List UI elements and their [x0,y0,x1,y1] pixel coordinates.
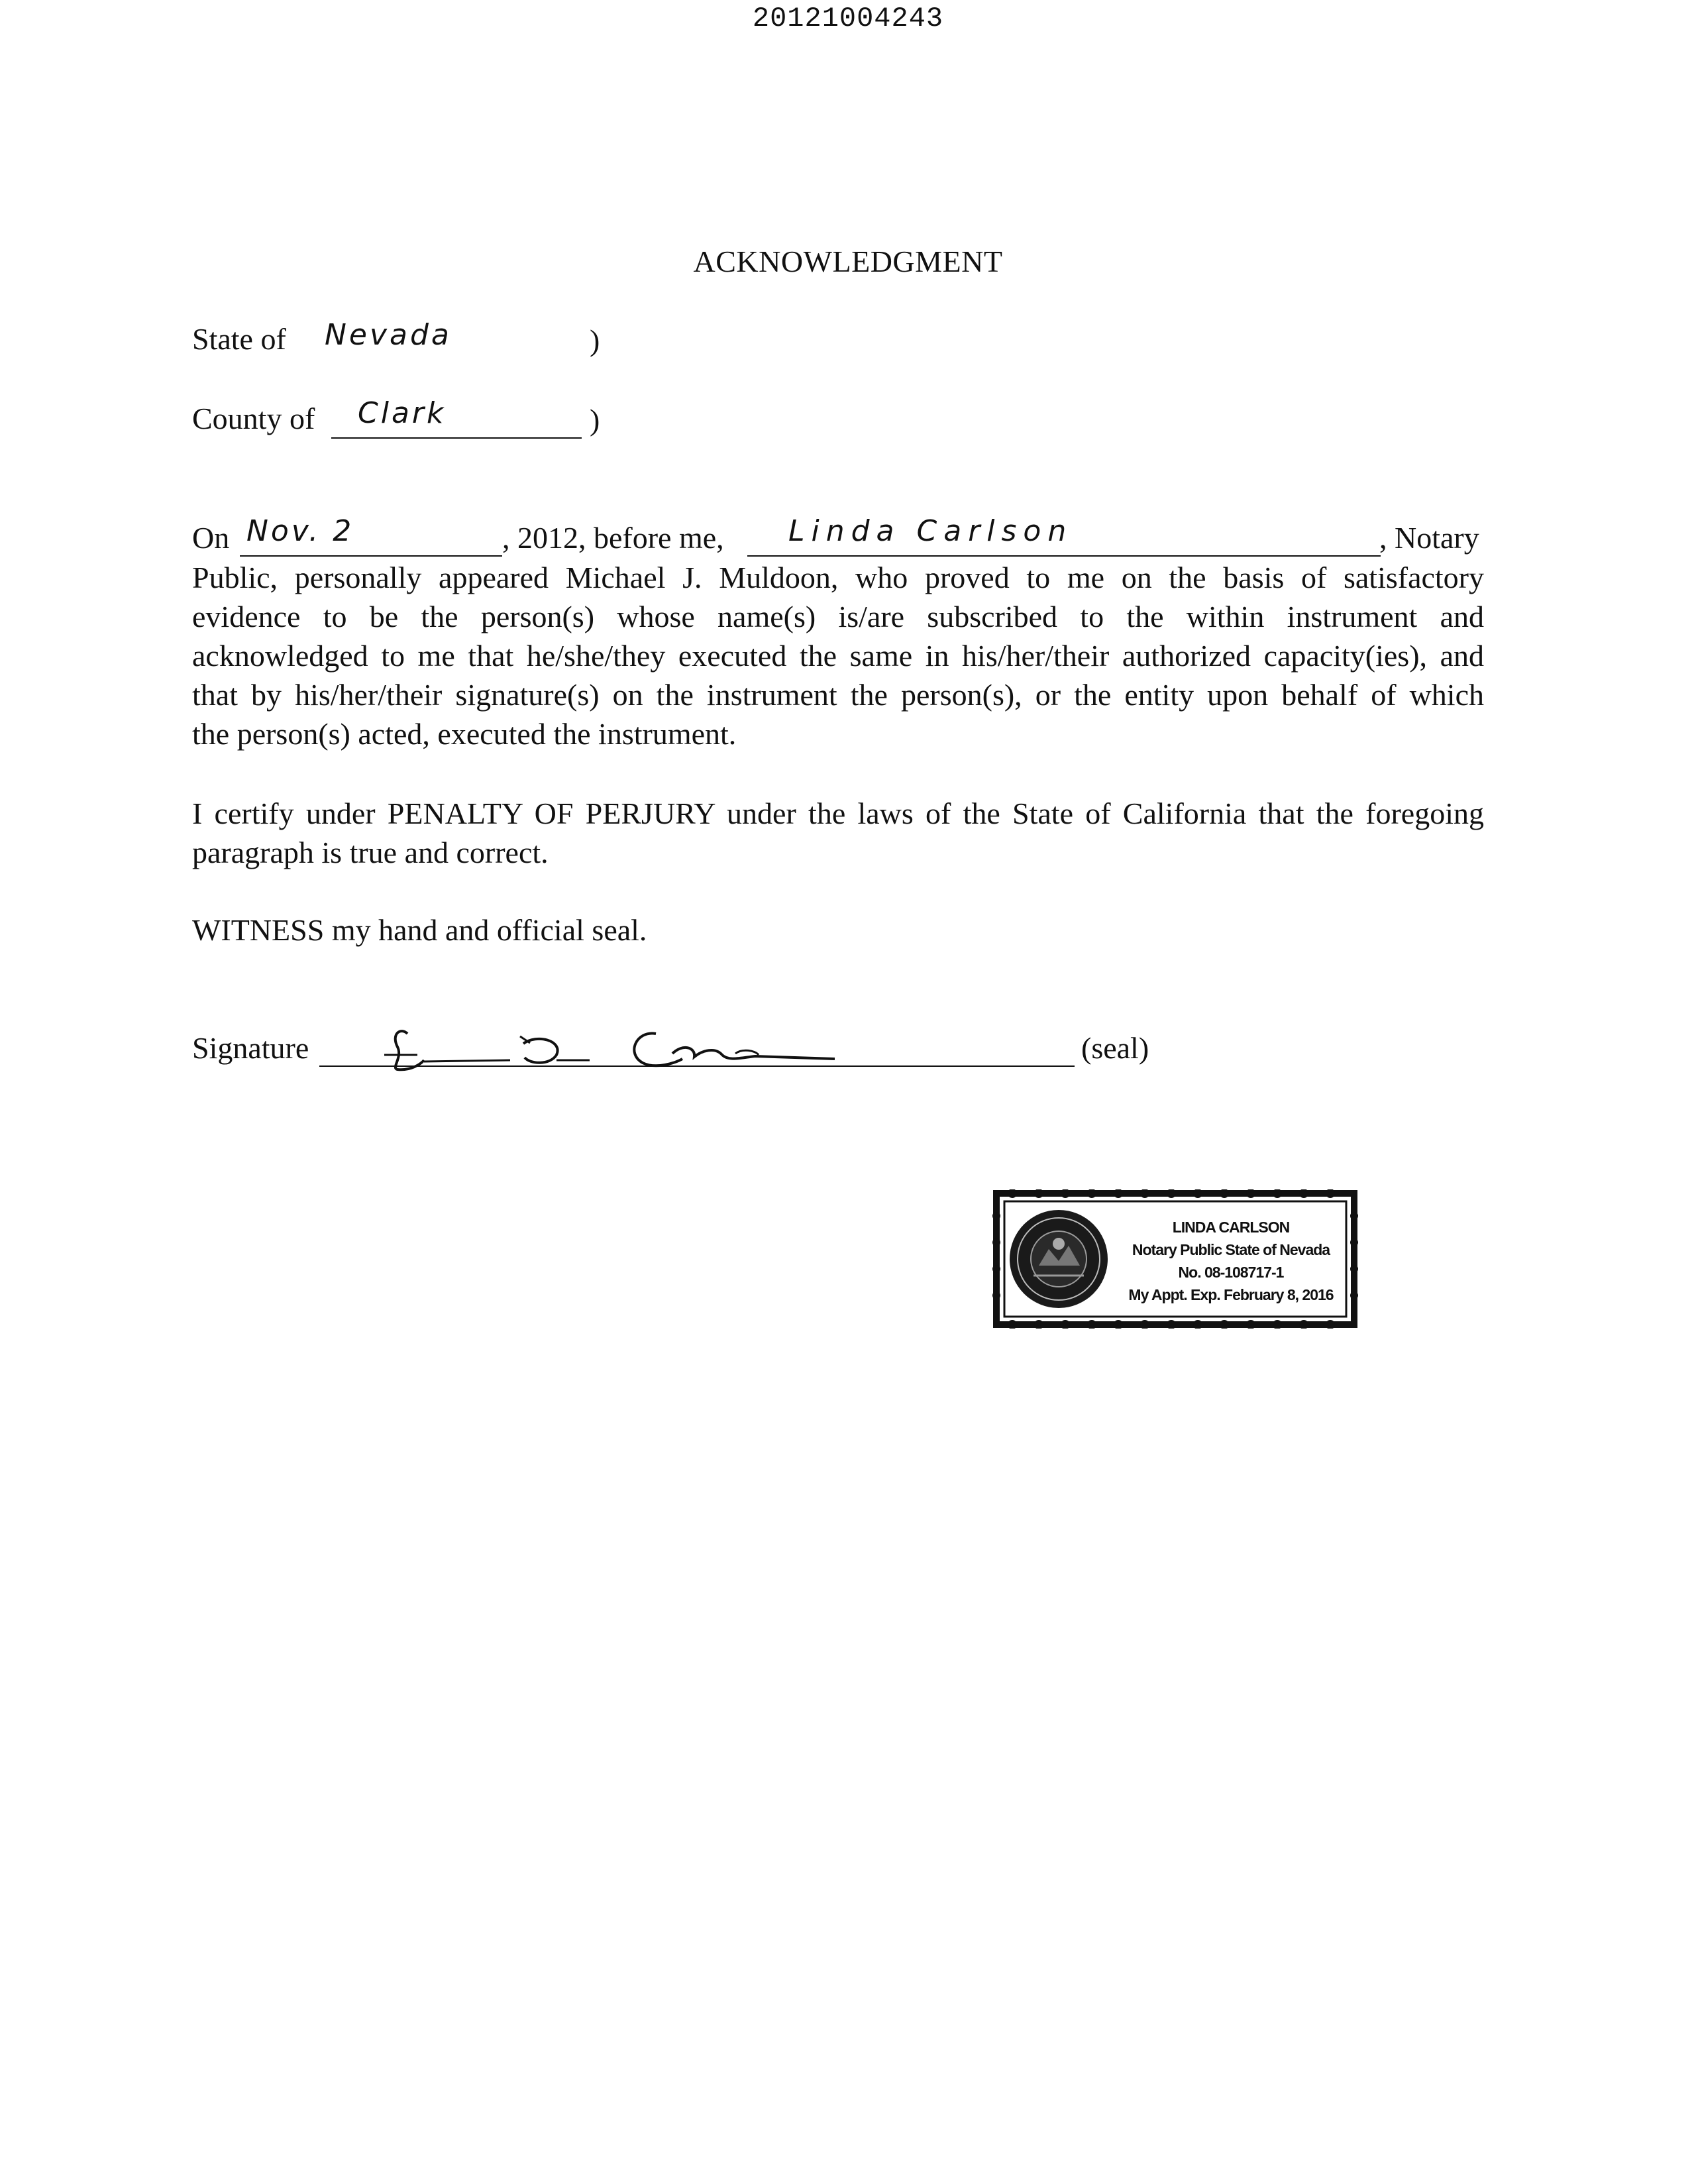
stamp-border [992,1189,1358,1329]
stamp-expiration: My Appt. Exp. February 8, 2016 [1128,1286,1334,1303]
acknowledgment-paragraph [192,558,1484,753]
date-handwritten-value: Nov. 2 [246,514,354,548]
county-handwritten-value: Clark [358,396,447,430]
county-label: County of [192,402,315,435]
witness-text: WITNESS my hand and official seal. [192,913,647,947]
certify-paragraph [192,794,1484,872]
notary-name-blank-line [747,555,1381,557]
paragraph-line: evidence to be the person(s) whose name(s) is/are subscribed to the within instrument and [192,600,1484,633]
on-label: On [192,521,230,555]
stamp-title: Notary Public State of Nevada [1132,1241,1330,1258]
county-blank-line [331,437,582,439]
notary-text: , Notary [1379,521,1479,555]
county-paren: ) [590,403,600,437]
signature-label: Signature [192,1031,309,1065]
state-paren: ) [590,323,600,357]
stamp-notary-name: LINDA CARLSON [1172,1219,1290,1236]
state-handwritten-value: Nevada [325,318,452,352]
paragraph-line: Public, personally appeared Michael J. Muldoon, who proved to me on the basis of satisfactory [192,561,1484,594]
paragraph-line: paragraph is true and correct. [192,836,549,869]
document-number: 20121004243 [752,3,944,34]
paragraph-line: that by his/her/their signature(s) on the instrument the person(s), or the entity upon behalf of which [192,678,1484,712]
notary-name-handwritten: Linda Carlson [788,514,1073,548]
year-before-me-text: , 2012, before me, [502,521,724,555]
state-label: State of [192,322,286,356]
stamp-commission-number: No. 08-108717-1 [1178,1264,1284,1281]
seal-label: (seal) [1081,1031,1149,1065]
handwritten-signature [371,1014,848,1080]
page-title: ACKNOWLEDGMENT [693,245,1003,278]
date-blank-line [240,555,502,557]
paragraph-line: the person(s) acted, executed the instrument. [192,717,737,751]
paragraph-line: I certify under PENALTY OF PERJURY under the laws of the State of California that the foregoing [192,796,1484,830]
paragraph-line: acknowledged to me that he/she/they executed the same in his/her/their authorized capacity(ies), and [192,639,1484,673]
notary-stamp [992,1189,1358,1329]
